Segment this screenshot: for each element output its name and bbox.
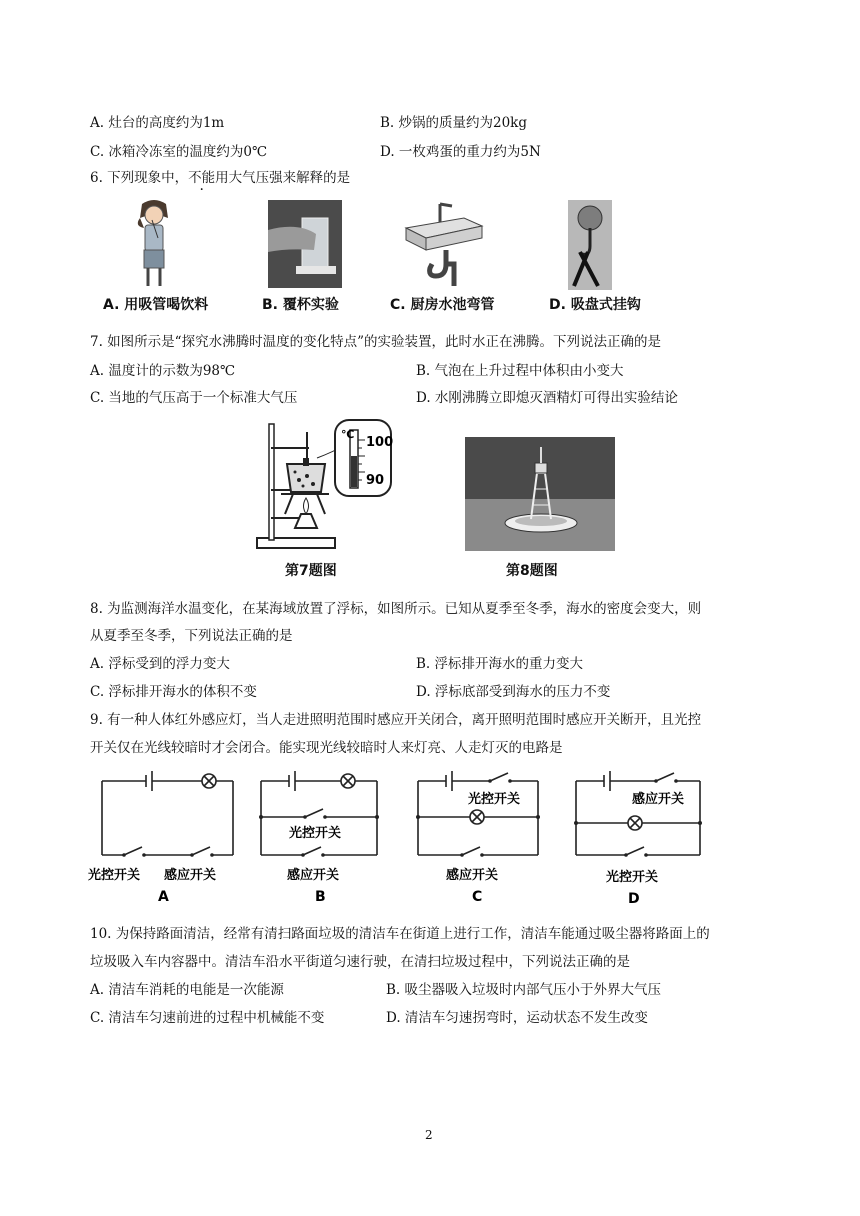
q8-option-b: B. 浮标排开海水的重力变大 xyxy=(416,656,584,672)
circuit-a-label-2: 感应开关 xyxy=(164,868,217,883)
circuit-a-label-1: 光控开关 xyxy=(88,868,141,883)
q8-figure-caption: 第8题图 xyxy=(506,563,558,579)
circuit-c-label-2: 感应开关 xyxy=(446,868,499,883)
circuit-b-letter: B xyxy=(315,889,326,905)
circuit-b-label-1: 光控开关 xyxy=(289,826,342,841)
q10-option-c: C. 清洁车匀速前进的过程中机械能不变 xyxy=(90,1010,325,1026)
q9-stem-line2: 开关仅在光线较暗时才会闭合。能实现光线较暗时人来灯亮、人走灯灭的电路是 xyxy=(90,740,563,756)
q5-option-a: A. 灶台的高度约为1m xyxy=(90,115,225,131)
q10-option-a: A. 清洁车消耗的电能是一次能源 xyxy=(90,982,284,998)
q6-caption-b: B. 覆杯实验 xyxy=(262,297,339,313)
q10-option-b: B. 吸尘器吸入垃圾时内部气压小于外界大气压 xyxy=(386,982,662,998)
thermometer-100-label: 100 xyxy=(366,435,394,450)
cup-cover-experiment-photo xyxy=(268,200,342,288)
circuit-a-diagram xyxy=(88,765,248,907)
suction-hook-photo xyxy=(568,200,612,290)
circuit-d-diagram xyxy=(570,765,710,907)
q5-option-c: C. 冰箱冷冻室的温度约为0℃ xyxy=(90,144,268,160)
girl-drinking-straw-image xyxy=(132,198,176,290)
q7-option-d: D. 水刚沸腾立即熄灭酒精灯可得出实验结论 xyxy=(416,390,678,406)
circuit-b-diagram xyxy=(255,765,385,907)
q8-stem-line1: 8. 为监测海洋水温变化，在某海域放置了浮标，如图所示。已知从夏季至冬季，海水的密度会变大，则 xyxy=(90,601,702,617)
q5-option-d: D. 一枚鸡蛋的重力约为5N xyxy=(380,144,541,160)
q6-caption-a: A. 用吸管喝饮料 xyxy=(103,297,209,313)
q10-stem-line2: 垃圾吸入车内容器中。清洁车沿水平街道匀速行驶，在清扫垃圾过程中，下列说法正确的是 xyxy=(90,954,630,970)
q7-stem: 7. 如图所示是“探究水沸腾时温度的变化特点”的实验装置，此时水正在沸腾。下列说法正确的是 xyxy=(90,334,661,350)
circuit-d-letter: D xyxy=(628,891,640,907)
q8-option-c: C. 浮标排开海水的体积不变 xyxy=(90,684,257,700)
q10-option-d: D. 清洁车匀速拐弯时，运动状态不发生改变 xyxy=(386,1010,648,1026)
thermometer-unit-label: ℃ xyxy=(341,428,355,441)
q7-option-a: A. 温度计的示数为98℃ xyxy=(90,363,236,379)
q6-stem xyxy=(90,166,350,186)
q6-stem-suffix: 用大气压强来解释的是 xyxy=(215,170,351,186)
circuit-c-diagram xyxy=(412,765,546,907)
q7-option-c: C. 当地的气压高于一个标准大气压 xyxy=(90,390,298,406)
page-number: 2 xyxy=(425,1128,433,1142)
circuit-a-letter: A xyxy=(158,889,169,905)
q9-stem-line1: 9. 有一种人体红外感应灯，当人走进照明范围时感应开关闭合，离开照明范围时感应开关断开，且光控 xyxy=(90,712,702,728)
q6-caption-d: D. 吸盘式挂钩 xyxy=(549,297,641,313)
circuit-c-label-1: 光控开关 xyxy=(468,792,521,807)
ocean-buoy-photo xyxy=(465,437,615,551)
q8-option-d: D. 浮标底部受到海水的压力不变 xyxy=(416,684,611,700)
q6-caption-c: C. 厨房水池弯管 xyxy=(390,297,495,313)
circuit-b-label-2: 感应开关 xyxy=(287,868,340,883)
q6-stem-emphasis: 不能 xyxy=(188,170,216,186)
q5-option-b: B. 炒锅的质量约为20kg xyxy=(380,115,528,131)
circuit-c-letter: C xyxy=(472,889,483,905)
circuit-d-label-1: 感应开关 xyxy=(632,792,685,807)
q6-stem-prefix: 6. 下列现象中， xyxy=(90,170,189,186)
q8-stem-line2: 从夏季至冬季，下列说法正确的是 xyxy=(90,628,293,644)
q7-option-b: B. 气泡在上升过程中体积由小变大 xyxy=(416,363,624,379)
thermometer-90-label: 90 xyxy=(366,473,385,488)
q10-stem-line1: 10. 为保持路面清洁，经常有清扫路面垃圾的清洁车在街道上进行工作，清洁车能通过吸尘器将路面上的 xyxy=(90,926,710,942)
q7-figure-caption: 第7题图 xyxy=(285,563,337,579)
circuit-d-label-2: 光控开关 xyxy=(606,870,659,885)
q8-option-a: A. 浮标受到的浮力变大 xyxy=(90,656,230,672)
boiling-apparatus-figure xyxy=(255,418,405,553)
kitchen-sink-trap-image xyxy=(404,200,484,290)
